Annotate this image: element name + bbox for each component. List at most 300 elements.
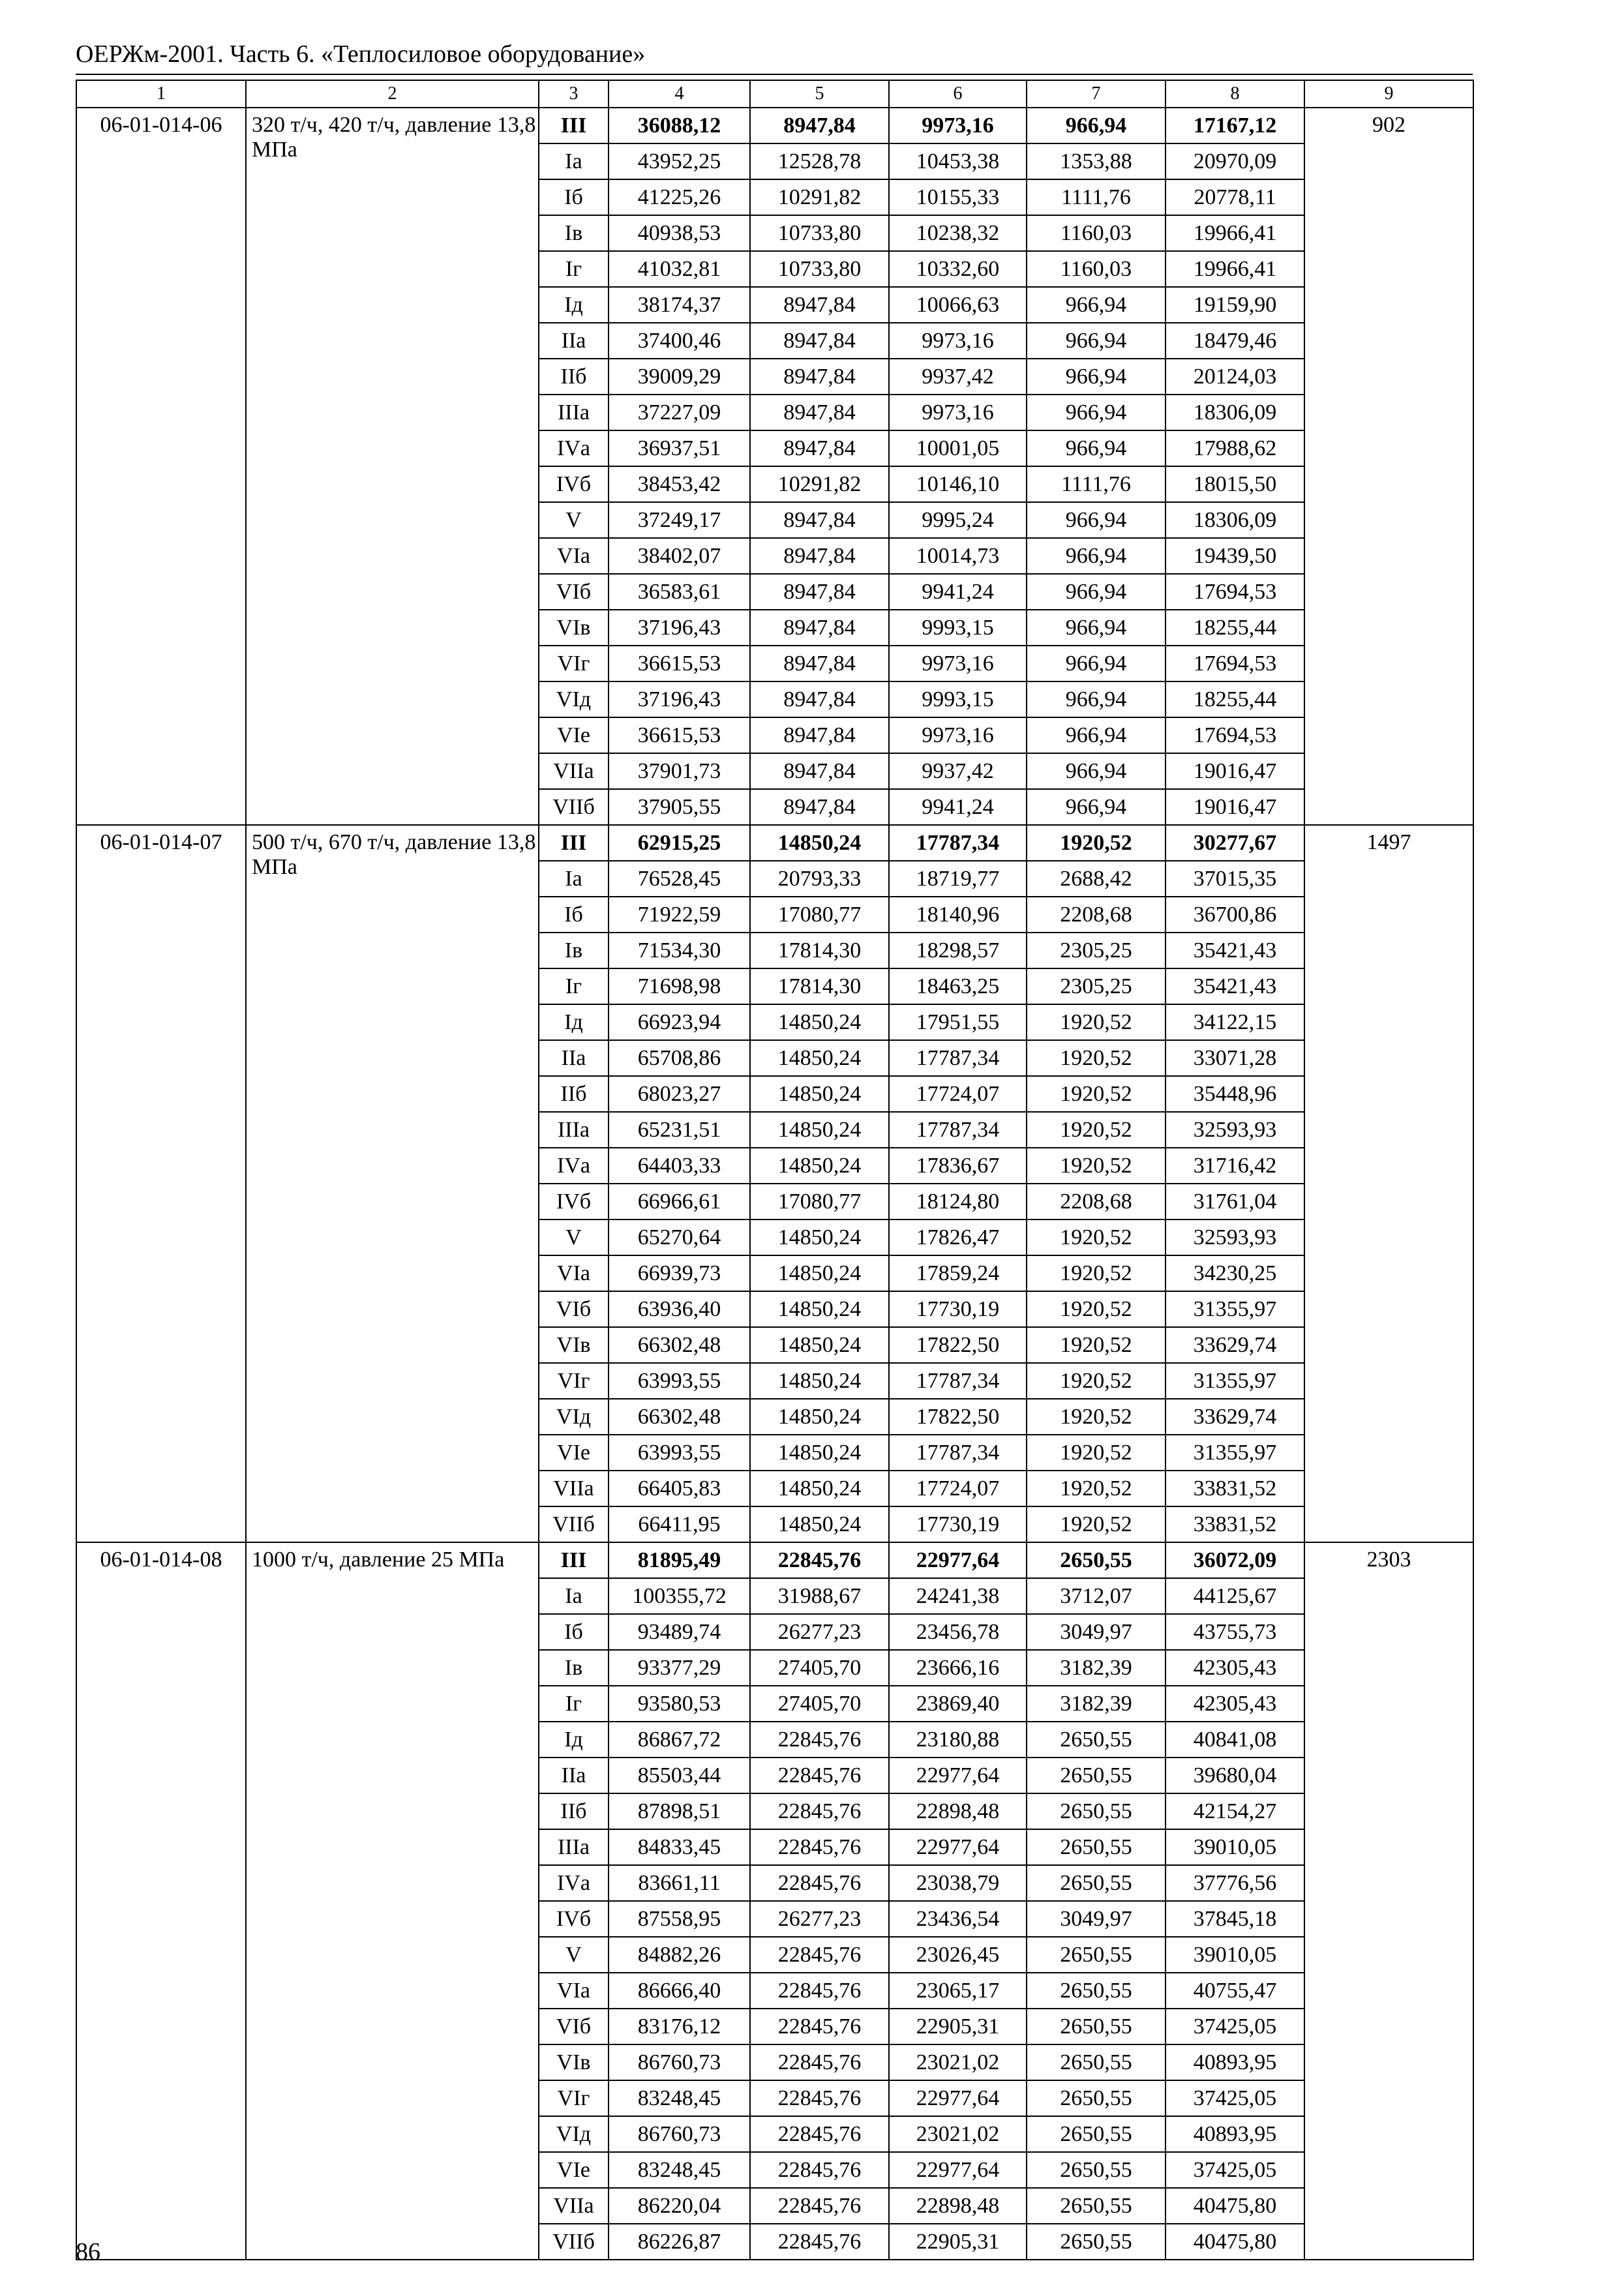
value-cell: 17836,67: [889, 1148, 1027, 1184]
value-cell: 19966,41: [1165, 215, 1304, 251]
value-cell: 68023,27: [609, 1076, 750, 1112]
zone-cell: VIг: [539, 1363, 609, 1399]
value-cell: 19966,41: [1165, 251, 1304, 287]
value-cell: 86760,73: [609, 2044, 750, 2080]
value-cell: 10733,80: [750, 215, 889, 251]
value-cell: 8947,84: [750, 287, 889, 323]
value-cell: 2650,55: [1027, 2224, 1165, 2260]
value-cell: 8947,84: [750, 502, 889, 538]
value-cell: 8947,84: [750, 753, 889, 789]
value-cell: 20793,33: [750, 861, 889, 897]
value-cell: 8947,84: [750, 681, 889, 717]
value-cell: 38453,42: [609, 466, 750, 502]
value-cell: 18255,44: [1165, 610, 1304, 646]
value-cell: 40893,95: [1165, 2116, 1304, 2152]
value-cell: 9937,42: [889, 359, 1027, 395]
value-cell: 23021,02: [889, 2116, 1027, 2152]
value-cell: 1920,52: [1027, 825, 1165, 861]
value-cell: 87898,51: [609, 1793, 750, 1829]
value-cell: 26277,23: [750, 1901, 889, 1937]
value-cell: 8947,84: [750, 610, 889, 646]
zone-cell: VIа: [539, 538, 609, 574]
zone-cell: VIIа: [539, 1471, 609, 1506]
value-cell: 966,94: [1027, 502, 1165, 538]
value-cell: 966,94: [1027, 574, 1165, 610]
zone-cell: Iд: [539, 1722, 609, 1758]
value-cell: 17814,30: [750, 968, 889, 1004]
value-cell: 33071,28: [1165, 1040, 1304, 1076]
value-cell: 32593,93: [1165, 1219, 1304, 1255]
value-cell: 9993,15: [889, 610, 1027, 646]
value-cell: 39010,05: [1165, 1937, 1304, 1973]
value-cell: 17826,47: [889, 1219, 1027, 1255]
value-cell: 23038,79: [889, 1865, 1027, 1901]
value-cell: 22977,64: [889, 1829, 1027, 1865]
value-cell: 14850,24: [750, 1255, 889, 1291]
zone-cell: Iб: [539, 179, 609, 215]
zone-cell: IVа: [539, 1865, 609, 1901]
value-cell: 2650,55: [1027, 1973, 1165, 2009]
value-cell: 66923,94: [609, 1004, 750, 1040]
value-cell: 2650,55: [1027, 1542, 1165, 1578]
value-cell: 9941,24: [889, 574, 1027, 610]
value-cell: 17724,07: [889, 1471, 1027, 1506]
table-row: [76, 825, 1473, 861]
zone-cell: VIб: [539, 2009, 609, 2044]
value-cell: 71534,30: [609, 933, 750, 968]
zone-cell: Iб: [539, 897, 609, 933]
value-cell: 2650,55: [1027, 1829, 1165, 1865]
zone-cell: Iа: [539, 861, 609, 897]
value-cell: 27405,70: [750, 1650, 889, 1686]
value-cell: 93580,53: [609, 1686, 750, 1722]
value-cell: 17787,34: [889, 1435, 1027, 1471]
value-cell: 31355,97: [1165, 1435, 1304, 1471]
value-cell: 17694,53: [1165, 574, 1304, 610]
zone-cell: VIIа: [539, 2188, 609, 2224]
value-cell: 1920,52: [1027, 1291, 1165, 1327]
column-number: 5: [750, 80, 889, 108]
value-cell: 22845,76: [750, 2009, 889, 2044]
value-cell: 27405,70: [750, 1686, 889, 1722]
value-cell: 66302,48: [609, 1399, 750, 1435]
value-cell: 17814,30: [750, 933, 889, 968]
value-cell: 1160,03: [1027, 251, 1165, 287]
value-cell: 20778,11: [1165, 179, 1304, 215]
value-cell: 37227,09: [609, 395, 750, 430]
value-cell: 1920,52: [1027, 1004, 1165, 1040]
value-cell: 22845,76: [750, 2044, 889, 2080]
value-cell: 17724,07: [889, 1076, 1027, 1112]
zone-cell: V: [539, 1937, 609, 1973]
value-cell: 2650,55: [1027, 2044, 1165, 2080]
value-cell: 17822,50: [889, 1399, 1027, 1435]
zone-cell: Iг: [539, 968, 609, 1004]
value-cell: 10733,80: [750, 251, 889, 287]
value-cell: 8947,84: [750, 789, 889, 825]
value-cell: 83176,12: [609, 2009, 750, 2044]
value-cell: 966,94: [1027, 538, 1165, 574]
value-cell: 1920,52: [1027, 1471, 1165, 1506]
value-cell: 2650,55: [1027, 2080, 1165, 2116]
zone-cell: Iг: [539, 1686, 609, 1722]
total-cell: 2303: [1304, 1542, 1473, 2260]
zone-cell: IIб: [539, 1076, 609, 1112]
value-cell: 22905,31: [889, 2009, 1027, 2044]
zone-cell: IVб: [539, 466, 609, 502]
value-cell: 18306,09: [1165, 502, 1304, 538]
value-cell: 966,94: [1027, 395, 1165, 430]
value-cell: 8947,84: [750, 430, 889, 466]
value-cell: 9973,16: [889, 323, 1027, 359]
value-cell: 3182,39: [1027, 1686, 1165, 1722]
value-cell: 23065,17: [889, 1973, 1027, 2009]
value-cell: 83661,11: [609, 1865, 750, 1901]
value-cell: 8947,84: [750, 717, 889, 753]
value-cell: 1920,52: [1027, 1219, 1165, 1255]
value-cell: 20124,03: [1165, 359, 1304, 395]
column-number: 2: [246, 80, 539, 108]
total-cell: 902: [1304, 108, 1473, 825]
value-cell: 37400,46: [609, 323, 750, 359]
value-cell: 37776,56: [1165, 1865, 1304, 1901]
value-cell: 40938,53: [609, 215, 750, 251]
value-cell: 23869,40: [889, 1686, 1027, 1722]
value-cell: 31761,04: [1165, 1184, 1304, 1219]
value-cell: 22977,64: [889, 1542, 1027, 1578]
value-cell: 36615,53: [609, 646, 750, 681]
value-cell: 18463,25: [889, 968, 1027, 1004]
value-cell: 17859,24: [889, 1255, 1027, 1291]
value-cell: 966,94: [1027, 108, 1165, 143]
value-cell: 100355,72: [609, 1578, 750, 1614]
value-cell: 62915,25: [609, 825, 750, 861]
value-cell: 18479,46: [1165, 323, 1304, 359]
value-cell: 18306,09: [1165, 395, 1304, 430]
value-cell: 41225,26: [609, 179, 750, 215]
value-cell: 37425,05: [1165, 2080, 1304, 2116]
value-cell: 86867,72: [609, 1722, 750, 1758]
value-cell: 20970,09: [1165, 143, 1304, 179]
value-cell: 14850,24: [750, 1363, 889, 1399]
value-cell: 34122,15: [1165, 1004, 1304, 1040]
value-cell: 37249,17: [609, 502, 750, 538]
value-cell: 36937,51: [609, 430, 750, 466]
item-code: 06-01-014-07: [76, 825, 246, 1542]
value-cell: 22845,76: [750, 1865, 889, 1901]
value-cell: 8947,84: [750, 395, 889, 430]
zone-cell: VIа: [539, 1255, 609, 1291]
value-cell: 1353,88: [1027, 143, 1165, 179]
value-cell: 37905,55: [609, 789, 750, 825]
value-cell: 22977,64: [889, 2152, 1027, 2188]
value-cell: 2650,55: [1027, 1722, 1165, 1758]
value-cell: 37425,05: [1165, 2009, 1304, 2044]
value-cell: 22845,76: [750, 1937, 889, 1973]
value-cell: 93377,29: [609, 1650, 750, 1686]
value-cell: 3049,97: [1027, 1614, 1165, 1650]
value-cell: 14850,24: [750, 1327, 889, 1363]
value-cell: 2208,68: [1027, 1184, 1165, 1219]
zone-cell: VIе: [539, 1435, 609, 1471]
value-cell: 22845,76: [750, 2152, 889, 2188]
item-description: 1000 т/ч, давление 25 МПа: [246, 1542, 539, 2260]
zone-cell: VIIб: [539, 2224, 609, 2260]
value-cell: 42154,27: [1165, 1793, 1304, 1829]
value-cell: 9937,42: [889, 753, 1027, 789]
zone-cell: Iв: [539, 933, 609, 968]
value-cell: 34230,25: [1165, 1255, 1304, 1291]
value-cell: 14850,24: [750, 825, 889, 861]
value-cell: 9995,24: [889, 502, 1027, 538]
item-code: 06-01-014-06: [76, 108, 246, 825]
value-cell: 31355,97: [1165, 1291, 1304, 1327]
value-cell: 10014,73: [889, 538, 1027, 574]
value-cell: 83248,45: [609, 2080, 750, 2116]
value-cell: 14850,24: [750, 1112, 889, 1148]
value-cell: 14850,24: [750, 1399, 889, 1435]
zone-cell: IVа: [539, 430, 609, 466]
value-cell: 18255,44: [1165, 681, 1304, 717]
column-number: 7: [1027, 80, 1165, 108]
value-cell: 71698,98: [609, 968, 750, 1004]
zone-cell: IIа: [539, 1040, 609, 1076]
value-cell: 30277,67: [1165, 825, 1304, 861]
value-cell: 26277,23: [750, 1614, 889, 1650]
value-cell: 36088,12: [609, 108, 750, 143]
zone-cell: IVб: [539, 1184, 609, 1219]
value-cell: 33831,52: [1165, 1471, 1304, 1506]
value-cell: 18719,77: [889, 861, 1027, 897]
value-cell: 14850,24: [750, 1471, 889, 1506]
value-cell: 22898,48: [889, 1793, 1027, 1829]
value-cell: 3182,39: [1027, 1650, 1165, 1686]
value-cell: 9941,24: [889, 789, 1027, 825]
value-cell: 966,94: [1027, 789, 1165, 825]
value-cell: 1920,52: [1027, 1399, 1165, 1435]
value-cell: 22845,76: [750, 1722, 889, 1758]
value-cell: 86220,04: [609, 2188, 750, 2224]
value-cell: 40475,80: [1165, 2224, 1304, 2260]
value-cell: 23436,54: [889, 1901, 1027, 1937]
value-cell: 17787,34: [889, 1040, 1027, 1076]
column-number: 1: [76, 80, 246, 108]
value-cell: 22845,76: [750, 2224, 889, 2260]
zone-cell: III: [539, 108, 609, 143]
value-cell: 83248,45: [609, 2152, 750, 2188]
value-cell: 36583,61: [609, 574, 750, 610]
table-body: [76, 108, 1473, 2260]
value-cell: 39680,04: [1165, 1758, 1304, 1793]
value-cell: 40893,95: [1165, 2044, 1304, 2080]
value-cell: 2650,55: [1027, 1793, 1165, 1829]
value-cell: 23666,16: [889, 1650, 1027, 1686]
value-cell: 2650,55: [1027, 1937, 1165, 1973]
zone-cell: VIб: [539, 574, 609, 610]
zone-cell: VIIб: [539, 1506, 609, 1542]
value-cell: 64403,33: [609, 1148, 750, 1184]
value-cell: 966,94: [1027, 430, 1165, 466]
value-cell: 23021,02: [889, 2044, 1027, 2080]
value-cell: 85503,44: [609, 1758, 750, 1793]
zone-cell: IIа: [539, 1758, 609, 1793]
value-cell: 38402,07: [609, 538, 750, 574]
value-cell: 14850,24: [750, 1291, 889, 1327]
zone-cell: III: [539, 825, 609, 861]
value-cell: 1920,52: [1027, 1435, 1165, 1471]
value-cell: 966,94: [1027, 610, 1165, 646]
zone-cell: Iа: [539, 143, 609, 179]
column-number: 9: [1304, 80, 1473, 108]
value-cell: 36700,86: [1165, 897, 1304, 933]
value-cell: 42305,43: [1165, 1686, 1304, 1722]
zone-cell: VIг: [539, 646, 609, 681]
item-code: 06-01-014-08: [76, 1542, 246, 2260]
zone-cell: V: [539, 502, 609, 538]
value-cell: 9973,16: [889, 717, 1027, 753]
value-cell: 966,94: [1027, 323, 1165, 359]
zone-cell: Iв: [539, 1650, 609, 1686]
value-cell: 22977,64: [889, 2080, 1027, 2116]
value-cell: 84882,26: [609, 1937, 750, 1973]
zone-cell: III: [539, 1542, 609, 1578]
zone-cell: Iд: [539, 287, 609, 323]
value-cell: 37015,35: [1165, 861, 1304, 897]
value-cell: 9973,16: [889, 108, 1027, 143]
value-cell: 2650,55: [1027, 2009, 1165, 2044]
zone-cell: IIа: [539, 323, 609, 359]
value-cell: 14850,24: [750, 1506, 889, 1542]
value-cell: 1920,52: [1027, 1076, 1165, 1112]
value-cell: 63936,40: [609, 1291, 750, 1327]
value-cell: 35421,43: [1165, 968, 1304, 1004]
zone-cell: IIIа: [539, 395, 609, 430]
value-cell: 18015,50: [1165, 466, 1304, 502]
value-cell: 9973,16: [889, 395, 1027, 430]
value-cell: 17694,53: [1165, 646, 1304, 681]
value-cell: 36072,09: [1165, 1542, 1304, 1578]
value-cell: 1920,52: [1027, 1327, 1165, 1363]
value-cell: 8947,84: [750, 359, 889, 395]
value-cell: 22845,76: [750, 2116, 889, 2152]
value-cell: 65231,51: [609, 1112, 750, 1148]
value-cell: 81895,49: [609, 1542, 750, 1578]
value-cell: 966,94: [1027, 287, 1165, 323]
zone-cell: VIа: [539, 1973, 609, 2009]
value-cell: 65708,86: [609, 1040, 750, 1076]
value-cell: 14850,24: [750, 1040, 889, 1076]
value-cell: 22845,76: [750, 1758, 889, 1793]
value-cell: 44125,67: [1165, 1578, 1304, 1614]
value-cell: 2650,55: [1027, 2116, 1165, 2152]
value-cell: 14850,24: [750, 1076, 889, 1112]
value-cell: 10066,63: [889, 287, 1027, 323]
zone-cell: VIв: [539, 2044, 609, 2080]
zone-cell: VIIа: [539, 753, 609, 789]
value-cell: 39009,29: [609, 359, 750, 395]
value-cell: 37196,43: [609, 681, 750, 717]
value-cell: 14850,24: [750, 1004, 889, 1040]
value-cell: 38174,37: [609, 287, 750, 323]
value-cell: 63993,55: [609, 1363, 750, 1399]
value-cell: 22845,76: [750, 1829, 889, 1865]
value-cell: 10001,05: [889, 430, 1027, 466]
value-cell: 31716,42: [1165, 1148, 1304, 1184]
table-row: [76, 108, 1473, 143]
value-cell: 33831,52: [1165, 1506, 1304, 1542]
value-cell: 22845,76: [750, 2080, 889, 2116]
value-cell: 66405,83: [609, 1471, 750, 1506]
zone-cell: Iб: [539, 1614, 609, 1650]
column-number: 8: [1165, 80, 1304, 108]
value-cell: 33629,74: [1165, 1399, 1304, 1435]
value-cell: 17787,34: [889, 825, 1027, 861]
value-cell: 40755,47: [1165, 1973, 1304, 2009]
value-cell: 22845,76: [750, 1542, 889, 1578]
column-number: 6: [889, 80, 1027, 108]
value-cell: 18298,57: [889, 933, 1027, 968]
total-cell: 1497: [1304, 825, 1473, 1542]
value-cell: 66966,61: [609, 1184, 750, 1219]
value-cell: 22845,76: [750, 2188, 889, 2224]
zone-cell: IIIа: [539, 1112, 609, 1148]
zone-cell: VIIб: [539, 789, 609, 825]
value-cell: 1920,52: [1027, 1148, 1165, 1184]
value-cell: 2208,68: [1027, 897, 1165, 933]
value-cell: 8947,84: [750, 323, 889, 359]
value-cell: 65270,64: [609, 1219, 750, 1255]
value-cell: 3712,07: [1027, 1578, 1165, 1614]
value-cell: 10155,33: [889, 179, 1027, 215]
value-cell: 1111,76: [1027, 466, 1165, 502]
zone-cell: VIе: [539, 2152, 609, 2188]
column-number: 4: [609, 80, 750, 108]
value-cell: 66939,73: [609, 1255, 750, 1291]
value-cell: 22977,64: [889, 1758, 1027, 1793]
value-cell: 1920,52: [1027, 1363, 1165, 1399]
value-cell: 22898,48: [889, 2188, 1027, 2224]
value-cell: 966,94: [1027, 753, 1165, 789]
value-cell: 36615,53: [609, 717, 750, 753]
value-cell: 87558,95: [609, 1901, 750, 1937]
value-cell: 43952,25: [609, 143, 750, 179]
page-header: ОЕРЖм-2001. Часть 6. «Теплосиловое оборудование»: [76, 40, 646, 68]
value-cell: 17951,55: [889, 1004, 1027, 1040]
value-cell: 93489,74: [609, 1614, 750, 1650]
value-cell: 10332,60: [889, 251, 1027, 287]
value-cell: 966,94: [1027, 359, 1165, 395]
value-cell: 2650,55: [1027, 1758, 1165, 1793]
zone-cell: IIб: [539, 359, 609, 395]
value-cell: 1160,03: [1027, 215, 1165, 251]
value-cell: 40475,80: [1165, 2188, 1304, 2224]
value-cell: 39010,05: [1165, 1829, 1304, 1865]
value-cell: 1111,76: [1027, 179, 1165, 215]
zone-cell: Iг: [539, 251, 609, 287]
zone-cell: IIб: [539, 1793, 609, 1829]
value-cell: 37425,05: [1165, 2152, 1304, 2188]
value-cell: 42305,43: [1165, 1650, 1304, 1686]
value-cell: 17988,62: [1165, 430, 1304, 466]
value-cell: 23180,88: [889, 1722, 1027, 1758]
value-cell: 37845,18: [1165, 1901, 1304, 1937]
value-cell: 1920,52: [1027, 1255, 1165, 1291]
value-cell: 86226,87: [609, 2224, 750, 2260]
zone-cell: VIв: [539, 610, 609, 646]
value-cell: 1920,52: [1027, 1506, 1165, 1542]
value-cell: 17787,34: [889, 1363, 1027, 1399]
value-cell: 966,94: [1027, 717, 1165, 753]
